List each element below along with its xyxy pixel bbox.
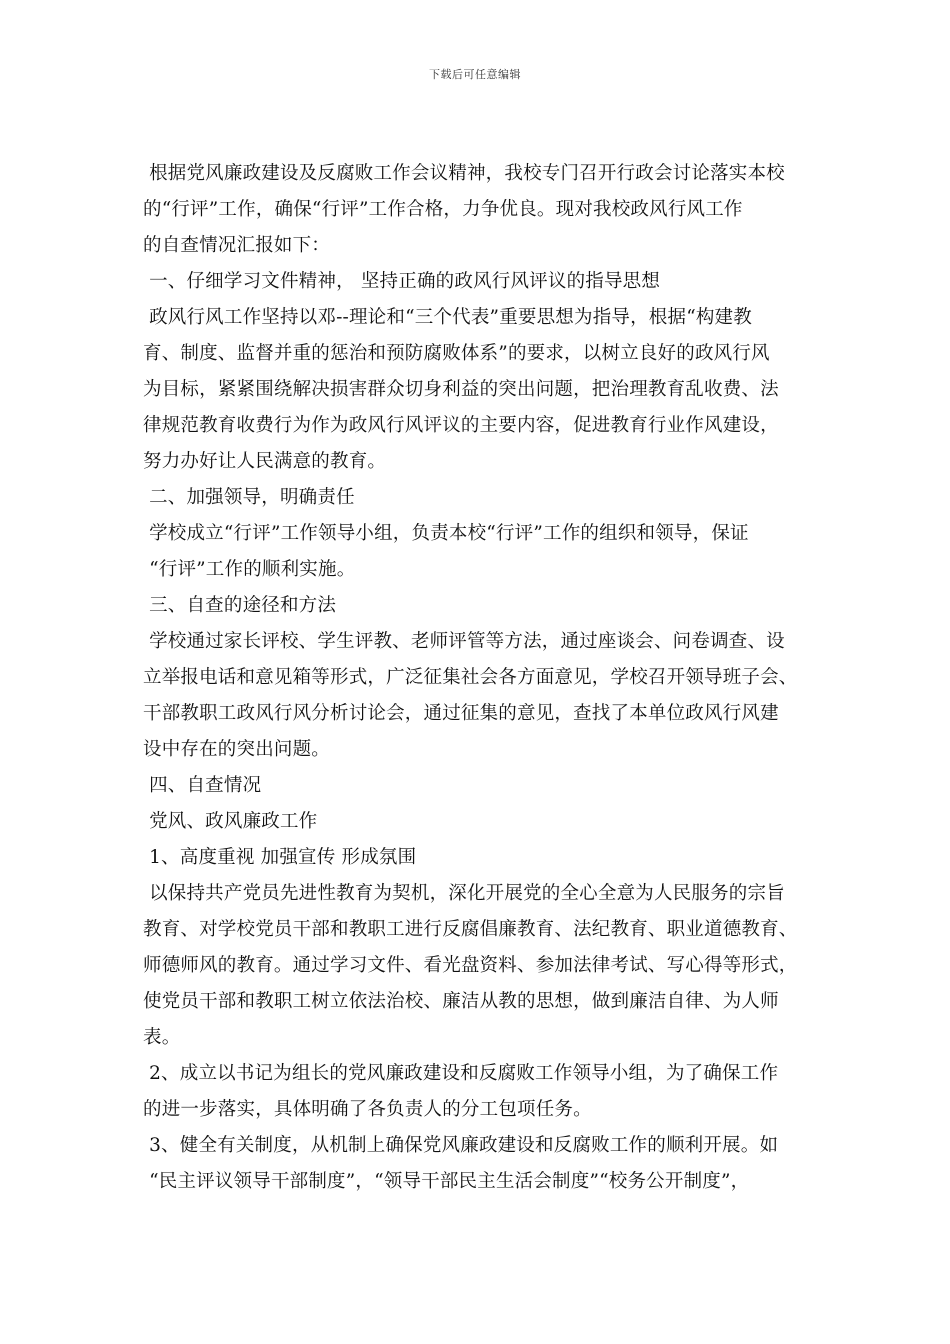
header-note: 下载后可任意编辑 xyxy=(429,68,521,81)
text-line: 育、制度、监督并重的惩治和预防腐败体系”的要求，以树立良好的政风行风 xyxy=(143,343,770,364)
text-line: 2、成立以书记为组长的党风廉政建设和反腐败工作领导小组，为了确保工作 xyxy=(143,1063,779,1084)
text-line: 干部教职工政风行风分析讨论会，通过征集的意见，查找了本单位政风行风建 xyxy=(143,703,779,724)
text-line: 师德师风的教育。通过学习文件、看光盘资料、参加法律考试、写心得等形式， xyxy=(143,955,798,976)
text-line: “行评”工作的顺利实施。 xyxy=(143,559,356,580)
text-line: 律规范教育收费行为作为政风行风评议的主要内容，促进教育行业作风建设， xyxy=(143,415,779,436)
section-heading: 二、加强领导，明确责任 xyxy=(143,487,355,508)
text-line: 为目标，紧紧围绕解决损害群众切身利益的突出问题，把治理教育乱收费、法 xyxy=(143,379,779,400)
text-line: 3、健全有关制度，从机制上确保党风廉政建设和反腐败工作的顺利开展。如 xyxy=(143,1135,779,1156)
section-heading: 四、自查情况 xyxy=(143,775,262,796)
section-heading: 三、自查的途径和方法 xyxy=(143,595,337,616)
subsection-heading: 1、高度重视 加强宣传 形成氛围 xyxy=(143,847,417,868)
text-line: 根据党风廉政建设及反腐败工作会议精神，我校专门召开行政会讨论落实本校 xyxy=(143,163,785,184)
text-line: 立举报电话和意见箱等形式，广泛征集社会各方面意见，学校召开领导班子会、 xyxy=(143,667,798,688)
section-heading: 一、仔细学习文件精神， 坚持正确的政风行风评议的指导思想 xyxy=(143,271,661,292)
text-line: 设中存在的突出问题。 xyxy=(143,739,331,760)
text-line: 使党员干部和教职工树立依法治校、廉洁从教的思想，做到廉洁自律、为人师 xyxy=(143,991,779,1012)
text-line: 努力办好让人民满意的教育。 xyxy=(143,451,387,472)
text-line: 的进一步落实，具体明确了各负责人的分工包项任务。 xyxy=(143,1099,592,1120)
subsection-heading: 党风、政风廉政工作 xyxy=(143,811,318,832)
text-line: “民主评议领导干部制度”，“领导干部民主生活会制度”“校务公开制度”， xyxy=(143,1171,750,1192)
text-line: 以保持共产党员先进性教育为契机，深化开展党的全心全意为人民服务的宗旨 xyxy=(143,883,785,904)
text-line: 的自查情况汇报如下： xyxy=(143,235,331,256)
text-line: 教育、对学校党员干部和教职工进行反腐倡廉教育、法纪教育、职业道德教育、 xyxy=(143,919,798,940)
text-line: 政风行风工作坚持以邓--理论和“三个代表”重要思想为指导，根据“构建教 xyxy=(143,307,752,328)
text-line: 表。 xyxy=(143,1027,181,1048)
text-line: 学校通过家长评校、学生评教、老师评管等方法，通过座谈会、问卷调查、设 xyxy=(143,631,785,652)
text-line: 学校成立“行评”工作领导小组，负责本校“行评”工作的组织和领导，保证 xyxy=(143,523,749,544)
document-body xyxy=(143,156,823,1200)
text-line: 的“行评”工作，确保“行评”工作合格，力争优良。现对我校政风行风工作 xyxy=(143,199,743,220)
